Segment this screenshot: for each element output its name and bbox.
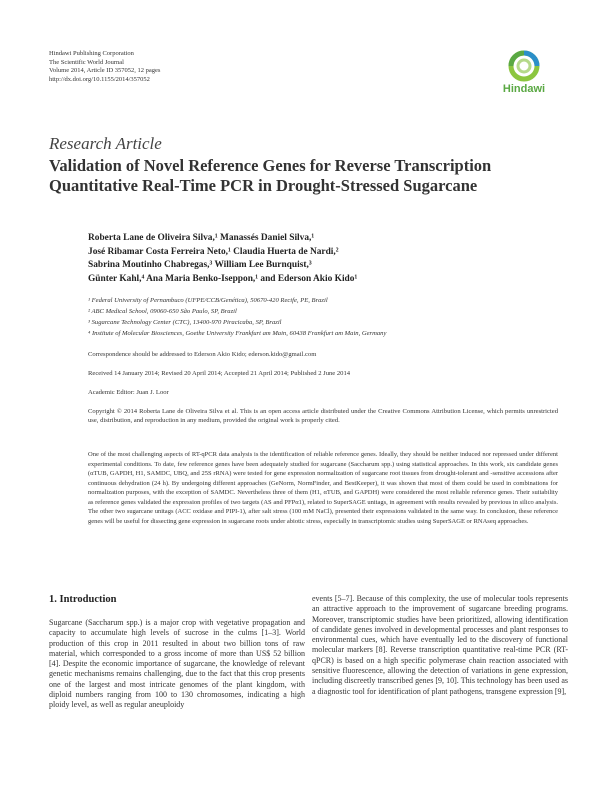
journal-name: The Scientific World Journal xyxy=(49,58,124,66)
hindawi-wordmark: Hindawi xyxy=(502,83,546,95)
correspondence: Correspondence should be addressed to Ederson Akio Kido; ederson.kido@gmail.com xyxy=(88,351,317,358)
author-line: Sabrina Moutinho Chabregas,³ William Lee Burnquist,³ xyxy=(88,260,312,271)
affiliation: ³ Sugarcane Technology Center (CTC), 13400-970 Piracicaba, SP, Brazil xyxy=(88,319,282,326)
intro-paragraph-continued: events [5–7]. Because of this complexity, the use of molecular tools represents an attractive approach to the improvement of sugarcane breeding programs. Moreover, transcriptomic studies have been prioritized, allowing identification of candidate genes involved in developmental processes and plant responses to environmental cues, which have eventually led to the discovery of functional molecular markers [8]. Reverse transcription quantitative real-time PCR (RT-qPCR) is based on a high specific polymerase chain reaction associated with sensitive fluorescence, allowing the detection of variations in gene expression, including discreetly transcribed genes [9, 10]. This technology has been used as a diagnostic tool for identification of plant pathogens, transgene expression [9], xyxy=(312,594,568,696)
section-heading: 1. Introduction xyxy=(49,594,117,605)
intro-left-column xyxy=(49,594,305,711)
affiliation: ⁴ Institute of Molecular Biosciences, Goethe University Frankfurt am Main, 60438 Frankfurt am Main, Germany xyxy=(88,330,387,337)
author-line: Roberta Lane de Oliveira Silva,¹ Manassés Daniel Silva,¹ xyxy=(88,233,315,243)
hindawi-logo-icon xyxy=(504,50,544,82)
intro-paragraph: Sugarcane (Saccharum spp.) is a major crop with vegetative propagation and capacity to accumulate high levels of sucrose in the culms [1–3]. World production of this crop in 2011 resulted in about two billion tons of raw material, which corresponded to a gross income of more than US$ 52 billion [4]. Despite the economic importance of sugarcane, the knowledge of relevant genetic mechanisms remains challenging, due to the fact that this crop presents one of the largest and most intricate genomes of the plant kingdom, with diploid numbers ranging from 100 to 130 chromosomes, indicating a high ploidy level, as well as regular aneuploidy xyxy=(49,618,305,710)
copyright-notice: Copyright © 2014 Roberta Lane de Oliveira Silva et al. This is an open access article distributed under the Creative Commons Attribution License, which permits unrestricted use, distribution, and reproduction in any medium, provided the original work is properly cited. xyxy=(88,408,558,424)
doi-line: http://dx.doi.org/10.1155/2014/357052 xyxy=(49,75,150,83)
abstract: One of the most challenging aspects of RT-qPCR data analysis is the identification of reliable reference genes. Ideally, they should be neither induced nor repressed under different experimental conditions. To date, few reference genes have been adequately studied for sugarcane (Saccharum spp.) using statistical approaches. In this work, six candidate genes (αTUB, GAPDH, H1, SAMDC, UBQ, and 25S rRNA) were tested for gene expression normalization of sugarcane root tissues from drought-tolerant and -sensitive accessions after continuous dehydration (24 h). By undergoing different approaches (GeNorm, NormFinder, and BestKeeper), it was shown that most of them could be used in combinations for normalization purposes, with the exception of SAMDC. Nevertheless three of them (H1, αTUB, and GAPDH) were considered the most reliable reference genes. Their suitability as reference genes validated the expression profiles of two targets (AS and PFPα1), related to SuperSAGE unitags, in agreement with results revealed by previous in silico analysis. The other two sugarcane unitags (ACC oxidase and PIPI-1), after salt stress (100 mM NaCl), presented their expressions validated in the same way. In conclusion, these reference genes will be useful for dissecting gene expression in sugarcane roots under abiotic stress, especially in transcriptomic studies using SuperSAGE or RNAseq approaches. xyxy=(88,451,558,525)
hindawi-logo xyxy=(494,50,554,95)
affiliations xyxy=(88,295,558,339)
author-list xyxy=(88,232,558,286)
publication-dates: Received 14 January 2014; Revised 20 April 2014; Accepted 21 April 2014; Published 2 June 2014 xyxy=(88,370,351,377)
journal-header xyxy=(49,50,160,84)
publisher-line: Hindawi Publishing Corporation xyxy=(49,50,134,57)
affiliation: ¹ Federal University of Pernambuco (UFPE/CCB/Genética), 50670-420 Recife, PE, Brazil xyxy=(88,297,328,304)
paper-title: Validation of Novel Reference Genes for Reverse Transcription Quantitative Real-Time PCR in Drought-Stressed Sugarcane xyxy=(49,156,492,195)
article-type: Research Article xyxy=(49,134,162,153)
academic-editor: Academic Editor: Juan J. Loor xyxy=(88,389,169,396)
volume-line: Volume 2014, Article ID 357052, 12 pages xyxy=(49,67,161,75)
affiliation: ² ABC Medical School, 09060-650 São Paulo, SP, Brazil xyxy=(88,308,237,315)
author-line: José Ribamar Costa Ferreira Neto,¹ Claudia Huerta de Nardi,² xyxy=(88,246,339,257)
author-line: Günter Kahl,⁴ Ana Maria Benko-Iseppon,¹ and Ederson Akio Kido¹ xyxy=(88,273,358,284)
intro-right-column xyxy=(312,594,568,697)
